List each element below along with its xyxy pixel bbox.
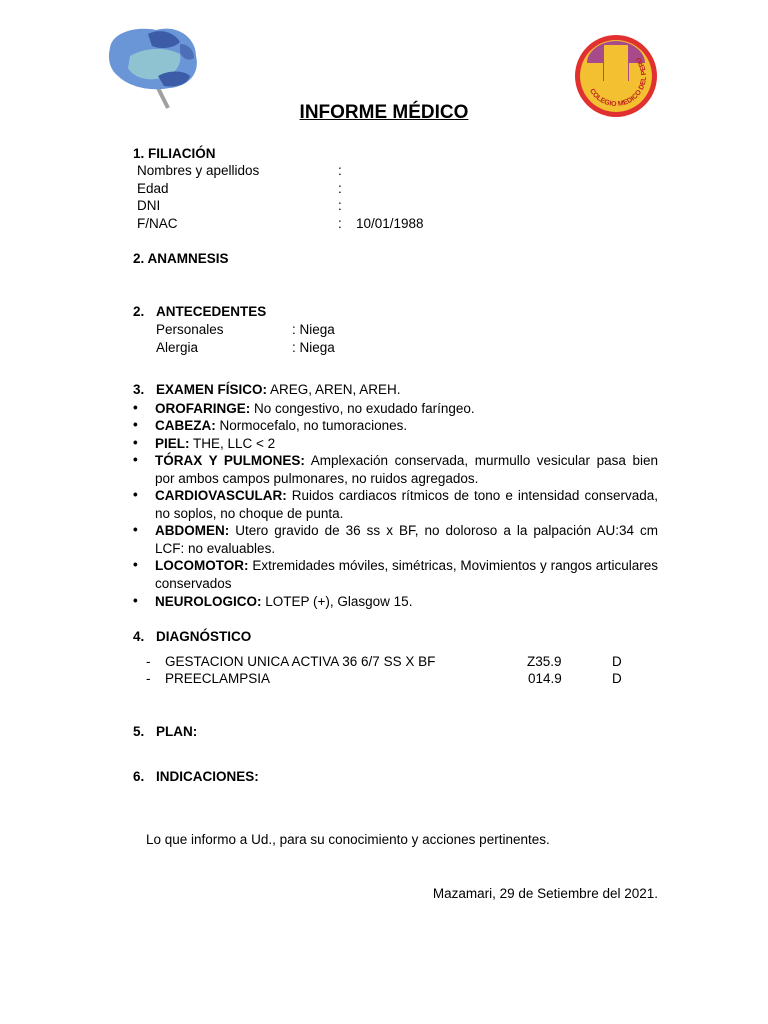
section-number: 3. [133, 382, 145, 397]
bullet-icon: • [133, 593, 138, 608]
field-label: Edad [137, 181, 169, 196]
field-separator: : [338, 216, 342, 231]
section-heading-filiacion: 1. FILIACIÓN [133, 146, 216, 161]
item-text: No congestivo, no exudado faríngeo. [250, 401, 475, 416]
section-number: 5. [133, 724, 145, 739]
item-text: THE, LLC < 2 [189, 436, 276, 451]
section-heading-anamnesis: 2. ANAMNESIS [133, 251, 229, 266]
section-title: INDICACIONES: [156, 769, 259, 784]
section-number: 4. [133, 629, 145, 644]
section-title: EXAMEN FÍSICO: [156, 382, 268, 397]
bullet-icon: • [133, 400, 138, 415]
section-title: DIAGNÓSTICO [156, 629, 252, 644]
field-label: F/NAC [137, 216, 178, 231]
item-label: CARDIOVASCULAR: [155, 488, 287, 503]
brain-logo [108, 26, 200, 112]
diagnosis-type: D [612, 671, 622, 686]
section-heading-examen [133, 381, 401, 398]
section-heading-antecedentes [133, 303, 266, 320]
section-title: PLAN: [156, 724, 198, 739]
section-title: ANTECEDENTES [156, 304, 267, 319]
diagnosis-name: GESTACION UNICA ACTIVA 36 6/7 SS X BF [165, 654, 436, 669]
list-item [133, 435, 658, 452]
section-number: 2. [133, 304, 145, 319]
bullet-icon: • [133, 557, 138, 572]
field-separator: : [338, 181, 342, 196]
field-label: Nombres y apellidos [137, 163, 260, 178]
field-separator: : [338, 163, 342, 178]
diagnosis-dash: - [146, 671, 151, 686]
list-item [133, 557, 658, 592]
page-title: INFORME MÉDICO [299, 102, 469, 123]
list-item [133, 400, 658, 417]
item-label: PIEL: [155, 436, 190, 451]
item-text: Utero gravido de 36 ss x BF, no doloroso a la palpación AU:34 cm LCF: no evaluables. [155, 523, 658, 556]
bullet-icon: • [133, 452, 138, 467]
section-summary: AREG, AREN, AREH. [267, 382, 401, 397]
field-label: Personales [156, 322, 224, 337]
list-item [133, 593, 658, 610]
field-value: 10/01/1988 [356, 216, 424, 231]
item-label: TÓRAX Y PULMONES: [155, 453, 305, 468]
section-heading-indicaciones [133, 768, 259, 785]
diagnosis-name: PREECLAMPSIA [165, 671, 271, 686]
diagnosis-code: Z35.9 [527, 654, 562, 669]
item-text: Ruidos cardiacos rítmicos de tono e intensidad conservada, no soplos, no choque de punta. [155, 488, 658, 521]
section-heading-plan [133, 723, 197, 740]
item-text: Extremidades móviles, simétricas, Movimientos y rangos articulares conservados [155, 558, 658, 591]
list-item [133, 452, 658, 487]
section-number: 6. [133, 769, 145, 784]
item-text: Amplexación conservada, murmullo vesicular pasa bien por ambos campos pulmonares, no ruidos agregados. [155, 453, 658, 486]
section-heading-diagnostico [133, 628, 251, 645]
svg-text:COLEGIO MEDICO DEL PERU: COLEGIO MEDICO DEL PERU [587, 55, 649, 109]
bullet-icon: • [133, 435, 138, 450]
list-item [133, 522, 658, 557]
bullet-icon: • [133, 487, 138, 502]
closing-statement: Lo que informo a Ud., para su conocimiento y acciones pertinentes. [146, 832, 550, 847]
item-label: NEUROLOGICO: [155, 594, 262, 609]
item-text: LOTEP (+), Glasgow 15. [261, 594, 413, 609]
list-item [133, 487, 658, 522]
item-label: ABDOMEN: [155, 523, 230, 538]
field-value: : Niega [292, 322, 335, 337]
item-label: OROFARINGE: [155, 401, 251, 416]
item-label: LOCOMOTOR: [155, 558, 249, 573]
field-value: : Niega [292, 340, 335, 355]
field-label: Alergia [156, 340, 199, 355]
field-label: DNI [137, 198, 161, 213]
diagnosis-type: D [612, 654, 622, 669]
place-date: Mazamari, 29 de Setiembre del 2021. [432, 886, 658, 901]
bullet-icon: • [133, 417, 138, 432]
diagnosis-code: 014.9 [528, 671, 562, 686]
item-text: Normocefalo, no tumoraciones. [215, 418, 408, 433]
item-label: CABEZA: [155, 418, 216, 433]
field-separator: : [338, 198, 342, 213]
list-item [133, 417, 658, 434]
bullet-icon: • [133, 522, 138, 537]
diagnosis-dash: - [146, 654, 151, 669]
